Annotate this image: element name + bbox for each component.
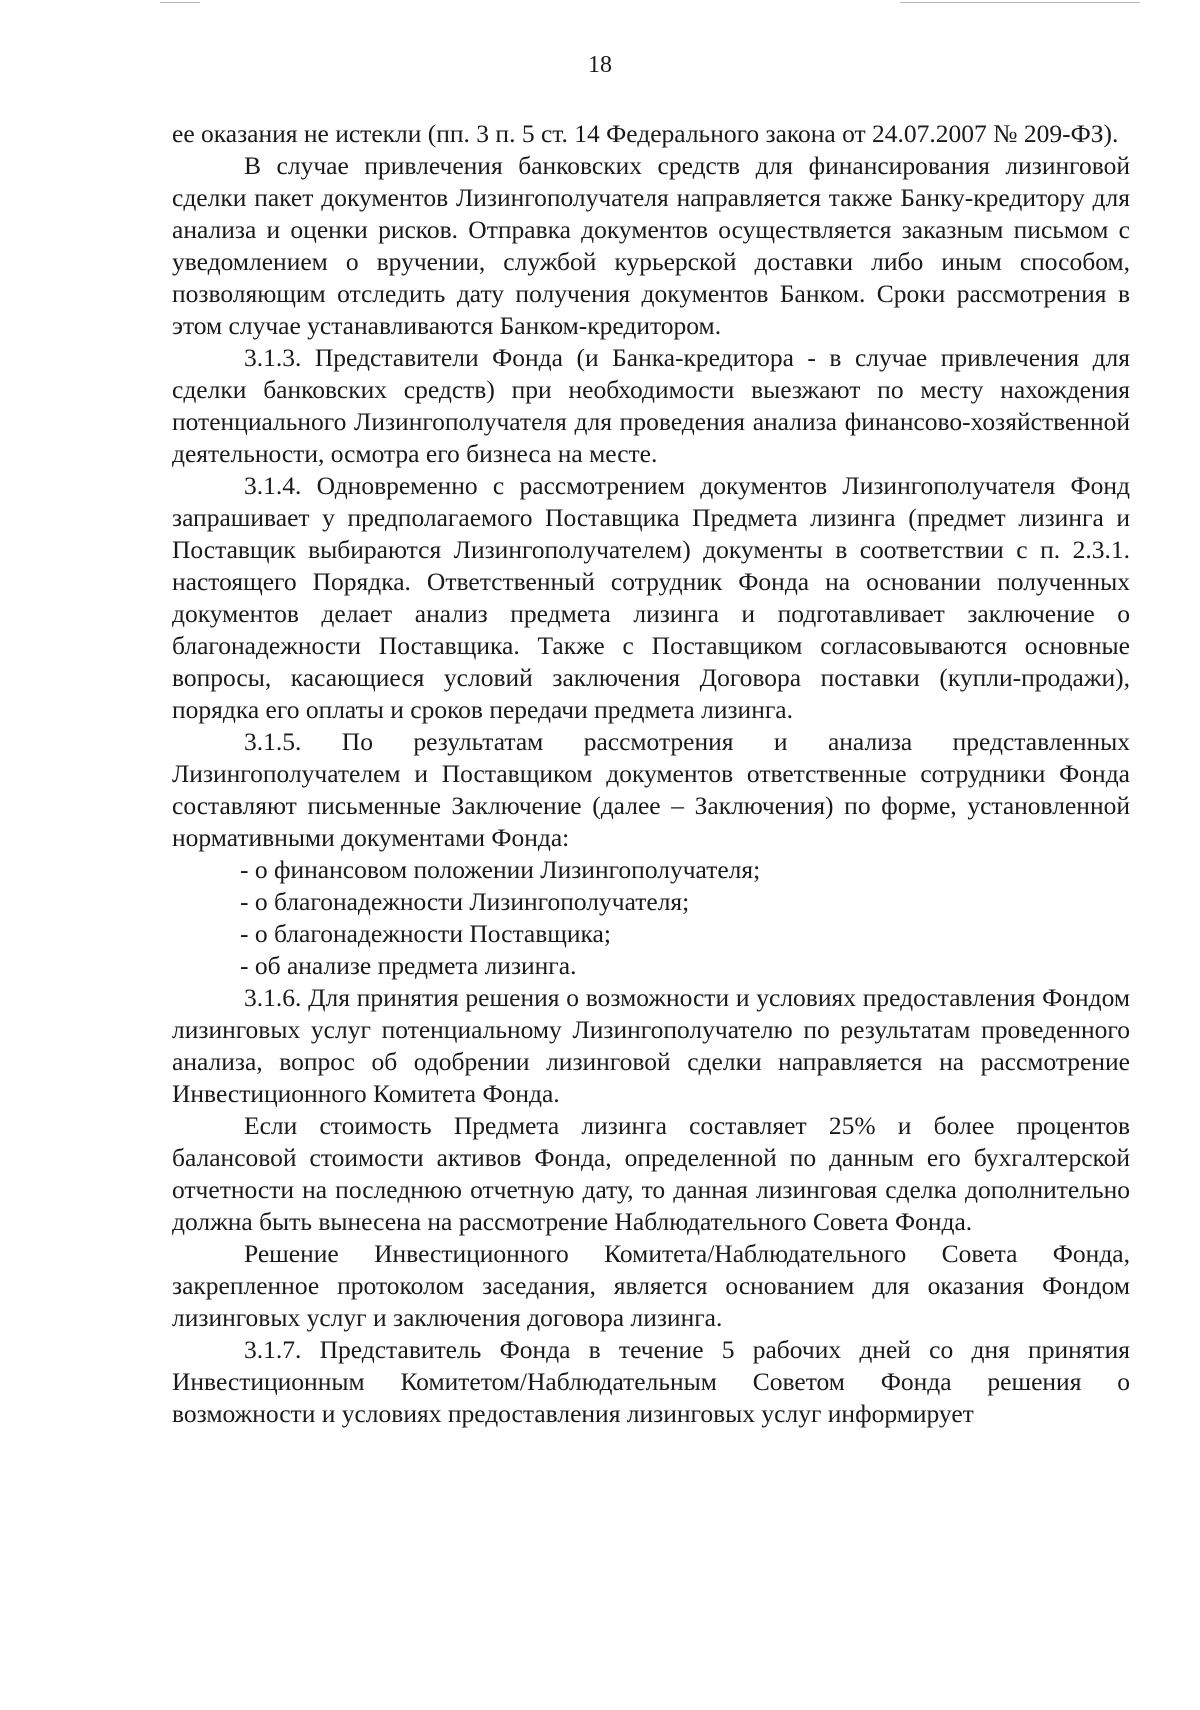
paragraph-3-1-6: 3.1.6. Для принятия решения о возможности и условиях предоставления Фондом лизинговых услуг потенциальному Лизингополучателю по результатам проведенного анализа, вопрос об одобрении лизинговой сделки направляется на рассмотрение Инвестиционного Комитета Фонда. xyxy=(172,983,1130,1108)
list-item: - о благонадежности Лизингополучателя; xyxy=(240,887,690,916)
list-item: - об анализе предмета лизинга. xyxy=(240,951,577,980)
list-item: - о финансовом положении Лизингополучателя; xyxy=(240,855,761,884)
paragraph-3-1-7: 3.1.7. Представитель Фонда в течение 5 рабочих дней со дня принятия Инвестиционным Комитетом/Наблюдательным Советом Фонда решения о возможности и условиях предоставления лизинговых услуг информирует xyxy=(172,1335,1130,1428)
paragraph-continuation: ее оказания не истекли (пп. 3 п. 5 ст. 14 Федерального закона от 24.07.2007 № 209-ФЗ). xyxy=(172,119,1119,148)
conclusion-list xyxy=(172,854,1130,982)
page-number: 18 xyxy=(588,52,612,78)
document-body xyxy=(172,118,1130,1430)
paragraph-asset-value: Если стоимость Предмета лизинга составляет 25% и более процентов балансовой стоимости активов Фонда, определенной по данным его бухгалтерской отчетности на последнюю отчетную дату, то данная лизинговая сделка дополнительно должна быть вынесена на рассмотрение Наблюдательного Совета Фонда. xyxy=(172,1111,1130,1236)
paragraph-committee-decision: Решение Инвестиционного Комитета/Наблюдательного Совета Фонда, закрепленное протоколом заседания, является основанием для оказания Фондом лизинговых услуг и заключения договора лизинга. xyxy=(172,1239,1130,1332)
list-item: - о благонадежности Поставщика; xyxy=(240,919,611,948)
paragraph-3-1-4: 3.1.4. Одновременно с рассмотрением документов Лизингополучателя Фонд запрашивает у предполагаемого Поставщика Предмета лизинга (предмет лизинга и Поставщик выбираются Лизингополучателем) документы в соответствии с п. 2.3.1. настоящего Порядка. Ответственный сотрудник Фонда на основании полученных документов делает анализ предмета лизинга и подготавливает заключение о благонадежности Поставщика. Также с Поставщиком согласовываются основные вопросы, касающиеся условий заключения Договора поставки (купли-продажи), порядка его оплаты и сроков передачи предмета лизинга. xyxy=(172,471,1130,724)
paragraph-bank-funding: В случае привлечения банковских средств для финансирования лизинговой сделки пакет документов Лизингополучателя направляется также Банку-кредитору для анализа и оценки рисков. Отправка документов осуществляется заказным письмом с уведомлением о вручении, службой курьерской доставки либо иным способом, позволяющим отследить дату получения документов Банком. Сроки рассмотрения в этом случае устанавливаются Банком-кредитором. xyxy=(172,151,1130,340)
scan-artifact-line xyxy=(900,2,1140,3)
scan-artifact-line xyxy=(160,2,200,3)
paragraph-3-1-3: 3.1.3. Представители Фонда (и Банка-кредитора - в случае привлечения для сделки банковских средств) при необходимости выезжают по месту нахождения потенциального Лизингополучателя для проведения анализа финансово-хозяйственной деятельности, осмотра его бизнеса на месте. xyxy=(172,343,1130,468)
paragraph-3-1-5: 3.1.5. По результатам рассмотрения и анализа представленных Лизингополучателем и Поставщиком документов ответственные сотрудники Фонда составляют письменные Заключение (далее – Заключения) по форме, установленной нормативными документами Фонда: xyxy=(172,727,1130,852)
